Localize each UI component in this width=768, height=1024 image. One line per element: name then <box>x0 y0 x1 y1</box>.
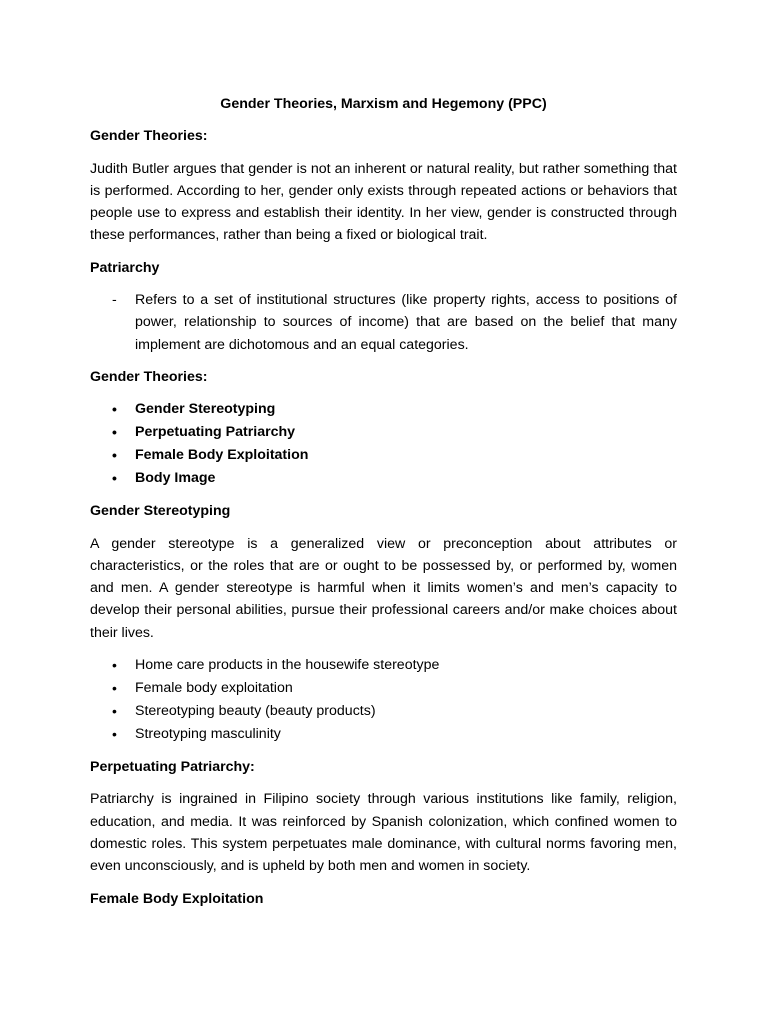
bullet-icon: • <box>112 401 117 418</box>
bullet-icon: • <box>112 447 117 464</box>
gender-theories-list <box>90 398 677 490</box>
list-item-text: Body Image <box>135 470 216 487</box>
bullet-icon: • <box>112 703 117 720</box>
bullet-icon: • <box>112 726 117 743</box>
stereotyping-list <box>90 654 677 746</box>
paragraph-judith-butler: Judith Butler argues that gender is not an inherent or natural reality, but rather something that is performed. According to her, gender only exists through repeated actions or behaviors that people use to express and establish their identity. In her view, gender is constructed through these performances, rather than being a fixed or biological trait. <box>90 160 677 244</box>
bullet-icon: • <box>112 680 117 697</box>
section-heading-patriarchy: Patriarchy <box>90 259 160 276</box>
bullet-icon: • <box>112 470 117 487</box>
list-item-text: Streotyping masculinity <box>135 726 281 743</box>
list-item-text: Gender Stereotyping <box>135 401 276 418</box>
list-item <box>90 654 677 677</box>
list-item <box>90 467 677 490</box>
list-item <box>90 444 677 467</box>
list-item-text: Stereotyping beauty (beauty products) <box>135 703 376 720</box>
section-heading-perpetuating-patriarchy: Perpetuating Patriarchy: <box>90 759 255 776</box>
list-item <box>90 700 677 723</box>
list-item-text: Home care products in the housewife stereotype <box>135 657 440 674</box>
paragraph-gender-stereotype: A gender stereotype is a generalized view or preconception about attributes or characteristics, or the roles that are or ought to be possessed by, or performed by, women and men. A gender stereotype is harmful when it limits women’s and men’s capacity to develop their personal abilities, pursue their professional careers and/or make choices about their lives. <box>90 535 677 641</box>
list-item <box>90 398 677 421</box>
bullet-icon: • <box>112 424 117 441</box>
list-item <box>90 289 677 356</box>
section-heading-female-body-exploitation: Female Body Exploitation <box>90 890 264 907</box>
list-item-text: Female body exploitation <box>135 680 293 697</box>
document-page <box>90 93 677 920</box>
section-heading-gender-theories: Gender Theories: <box>90 128 208 145</box>
list-item <box>90 421 677 444</box>
patriarchy-list <box>90 289 677 356</box>
list-item-text: Female Body Exploitation <box>135 447 309 464</box>
section-heading-gender-stereotyping: Gender Stereotyping <box>90 503 231 520</box>
list-item-text: Perpetuating Patriarchy <box>135 424 296 441</box>
dash-marker: - <box>112 292 117 309</box>
section-heading-gender-theories-2: Gender Theories: <box>90 368 208 385</box>
list-item <box>90 677 677 700</box>
list-item-text: Refers to a set of institutional structures (like property rights, access to positions of power, relationship to sources of income) that are based on the belief that many implement are dichotomous and an equal categories. <box>135 292 677 353</box>
document-title: Gender Theories, Marxism and Hegemony (PPC) <box>220 96 547 112</box>
paragraph-perpetuating-patriarchy: Patriarchy is ingrained in Filipino society through various institutions like family, religion, education, and media. It was reinforced by Spanish colonization, which confined women to domestic roles. This system perpetuates male dominance, with cultural norms favoring men, even unconsciously, and is upheld by both men and women in society. <box>90 791 677 875</box>
list-item <box>90 723 677 746</box>
bullet-icon: • <box>112 657 117 674</box>
